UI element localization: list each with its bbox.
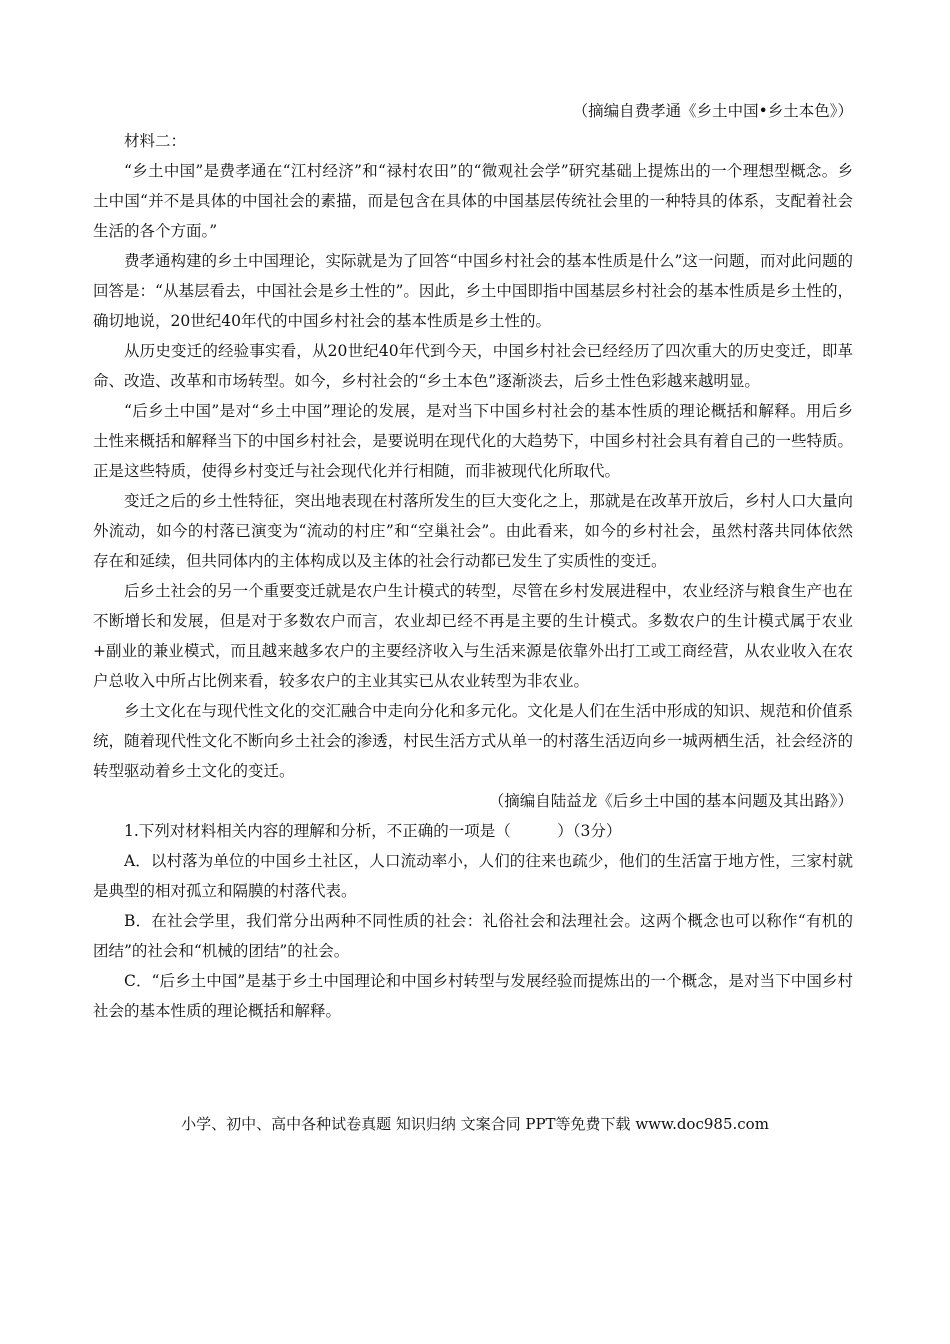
paragraph-1: “乡土中国”是费孝通在“江村经济”和“禄村农田”的“微观社会学”研究基础上提炼出的一个理想型概念。乡土中国“并不是具体的中国社会的素描，而是包含在具体的中国基层传统社会里的一种特具的体系，支配着社会生活的各个方面。” (93, 162, 853, 240)
page-footer: 小学、初中、高中各种试卷真题 知识归纳 文案合同 PPT等免费下载 www.doc985.com (181, 1115, 769, 1133)
document-body (93, 96, 853, 1026)
paragraph-2: 费孝通构建的乡土中国理论，实际就是为了回答“中国乡村社会的基本性质是什么”这一问题，而对此问题的回答是：“从基层看去，中国社会是乡土性的”。因此，乡土中国即指中国基层乡村社会的基本性质是乡土性的，确切地说，20世纪40年代的中国乡村社会的基本性质是乡土性的。 (93, 252, 853, 330)
option-a: A．以村落为单位的中国乡土社区，人口流动率小，人们的往来也疏少，他们的生活富于地方性，三家村就是典型的相对孤立和隔膜的村落代表。 (93, 852, 853, 900)
option-b: B．在社会学里，我们常分出两种不同性质的社会：礼俗社会和法理社会。这两个概念也可以称作“有机的团结”的社会和“机械的团结”的社会。 (93, 912, 853, 960)
source-citation-1: （摘编自费孝通《乡土中国•乡土本色》） (572, 102, 853, 120)
material-two-heading: 材料二： (124, 132, 187, 150)
paragraph-5: 变迁之后的乡土性特征，突出地表现在村落所发生的巨大变化之上，那就是在改革开放后，乡村人口大量向外流动，如今的村落已演变为“流动的村庄”和“空巢社会”。由此看来，如今的乡村社会，虽然村落共同体依然存在和延续，但共同体内的主体构成以及主体的社会行动都已发生了实质性的变迁。 (93, 492, 853, 570)
paragraph-6: 后乡土社会的另一个重要变迁就是农户生计模式的转型，尽管在乡村发展进程中，农业经济与粮食生产也在不断增长和发展，但是对于多数农户而言，农业却已经不再是主要的生计模式。多数农户的生计模式属于农业+副业的兼业模式，而且越来越多农户的主要经济收入与生活来源是依靠外出打工或工商经营，从农业收入在农户总收入中所占比例来看，较多农户的主业其实已从农业转型为非农业。 (93, 582, 853, 690)
source-citation-2: （摘编自陆益龙《后乡土中国的基本问题及其出路》） (488, 792, 853, 810)
paragraph-4: “后乡土中国”是对“乡土中国”理论的发展，是对当下中国乡村社会的基本性质的理论概括和解释。用后乡土性来概括和解释当下的中国乡村社会，是要说明在现代化的大趋势下，中国乡村社会具有着自己的一些特质。正是这些特质，使得乡村变迁与社会现代化并行相随，而非被现代化所取代。 (93, 402, 853, 480)
option-c: C．“后乡土中国”是基于乡土中国理论和中国乡村转型与发展经验而提炼出的一个概念，是对当下中国乡村社会的基本性质的理论概括和解释。 (93, 972, 853, 1020)
paragraph-3: 从历史变迁的经验事实看，从20世纪40年代到今天，中国乡村社会已经经历了四次重大的历史变迁，即革命、改造、改革和市场转型。如今，乡村社会的“乡土本色”逐渐淡去，后乡土性色彩越来越明显。 (93, 342, 853, 390)
paragraph-7: 乡土文化在与现代性文化的交汇融合中走向分化和多元化。文化是人们在生活中形成的知识、规范和价值系统，随着现代性文化不断向乡土社会的渗透，村民生活方式从单一的村落生活迈向乡一城两栖生活，社会经济的转型驱动着乡土文化的变迁。 (93, 702, 853, 780)
question-stem: 1.下列对材料相关内容的理解和分析，不正确的一项是（ ）（3分） (124, 822, 622, 840)
